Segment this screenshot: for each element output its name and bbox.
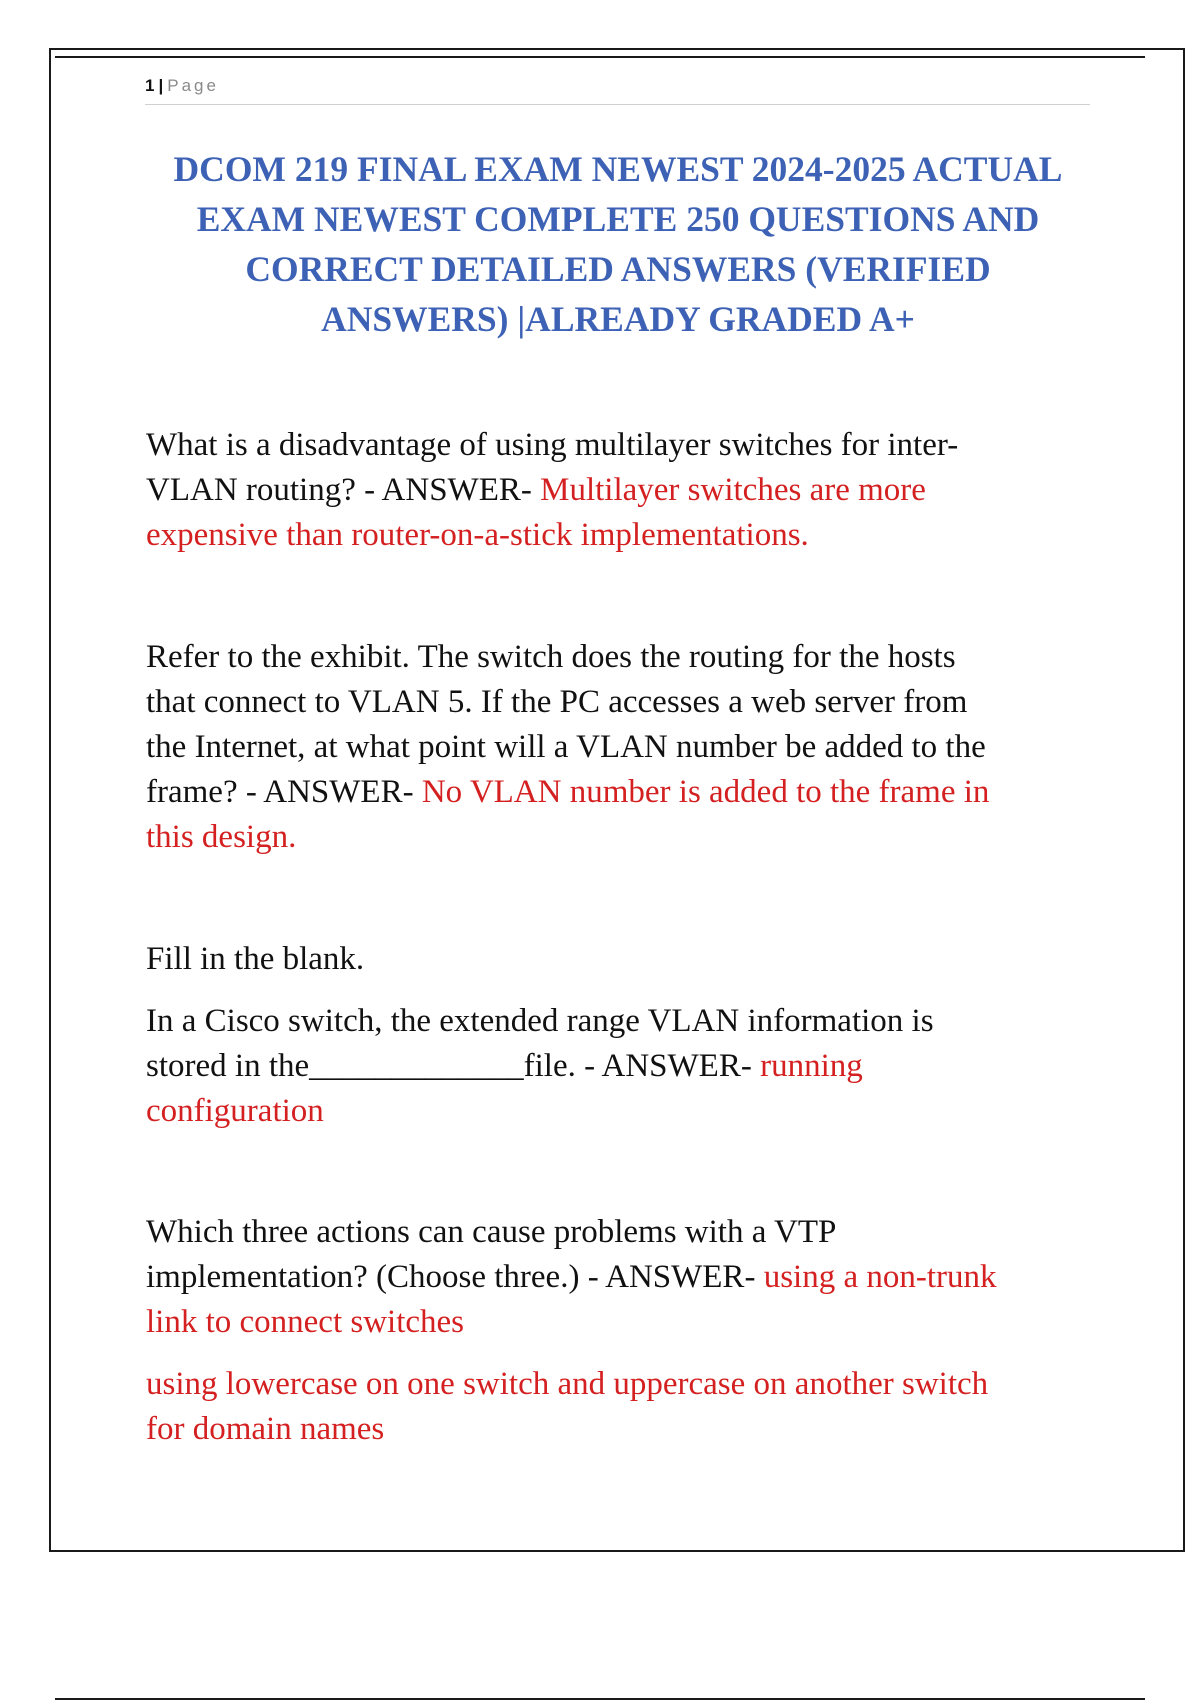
answer-text: configuration — [146, 1093, 324, 1129]
question-answer-line — [146, 1255, 1106, 1300]
question-text: implementation? (Choose three.) - ANSWER- — [146, 1259, 764, 1295]
question-answer-line — [146, 468, 1106, 513]
question-text: VLAN routing? - ANSWER- — [146, 472, 541, 508]
answer-text: for domain names — [146, 1411, 385, 1447]
question-3 — [146, 937, 1106, 1134]
question-2 — [146, 635, 1106, 860]
page-header — [145, 74, 1090, 105]
answer-text: expensive than router-on-a-stick implementations. — [146, 517, 809, 553]
question-text: What is a disadvantage of using multilayer switches for inter- — [146, 427, 959, 463]
page-label: Page — [167, 76, 219, 95]
title-line: ANSWERS) |ALREADY GRADED A+ — [321, 299, 915, 339]
title-line: CORRECT DETAILED ANSWERS (VERIFIED — [245, 249, 991, 289]
answer-text: using lowercase on one switch and uppercase on another switch — [146, 1366, 989, 1402]
question-text: Which three actions can cause problems with a VTP — [146, 1214, 837, 1250]
page-separator: | — [158, 76, 164, 95]
page-number: 1 — [145, 76, 155, 95]
answer-text: No VLAN number is added to the frame in — [421, 774, 990, 810]
question-answer-line — [146, 1044, 1106, 1089]
question-text: the Internet, at what point will a VLAN number be added to the — [146, 729, 986, 765]
title-line: DCOM 219 FINAL EXAM NEWEST 2024-2025 ACTUAL — [173, 149, 1063, 189]
question-intro: Fill in the blank. — [146, 941, 365, 977]
answer-text: running — [760, 1048, 863, 1084]
question-answer-line — [146, 770, 1106, 815]
answer-text: link to connect switches — [146, 1304, 465, 1340]
document-title — [135, 144, 1101, 344]
answer-text: this design. — [146, 819, 297, 855]
question-text: Refer to the exhibit. The switch does the routing for the hosts — [146, 639, 956, 675]
question-text: stored in the_____________file. - ANSWER- — [146, 1048, 761, 1084]
top-rule — [55, 56, 1145, 58]
question-4 — [146, 1210, 1106, 1452]
answer-text: Multilayer switches are more — [540, 472, 926, 508]
question-1 — [146, 423, 1106, 558]
question-text: that connect to VLAN 5. If the PC accesses a web server from — [146, 684, 968, 720]
question-text: frame? - ANSWER- — [146, 774, 422, 810]
title-line: EXAM NEWEST COMPLETE 250 QUESTIONS AND — [196, 199, 1040, 239]
question-text: In a Cisco switch, the extended range VLAN information is — [146, 1003, 934, 1039]
answer-text: using a non-trunk — [763, 1259, 997, 1295]
